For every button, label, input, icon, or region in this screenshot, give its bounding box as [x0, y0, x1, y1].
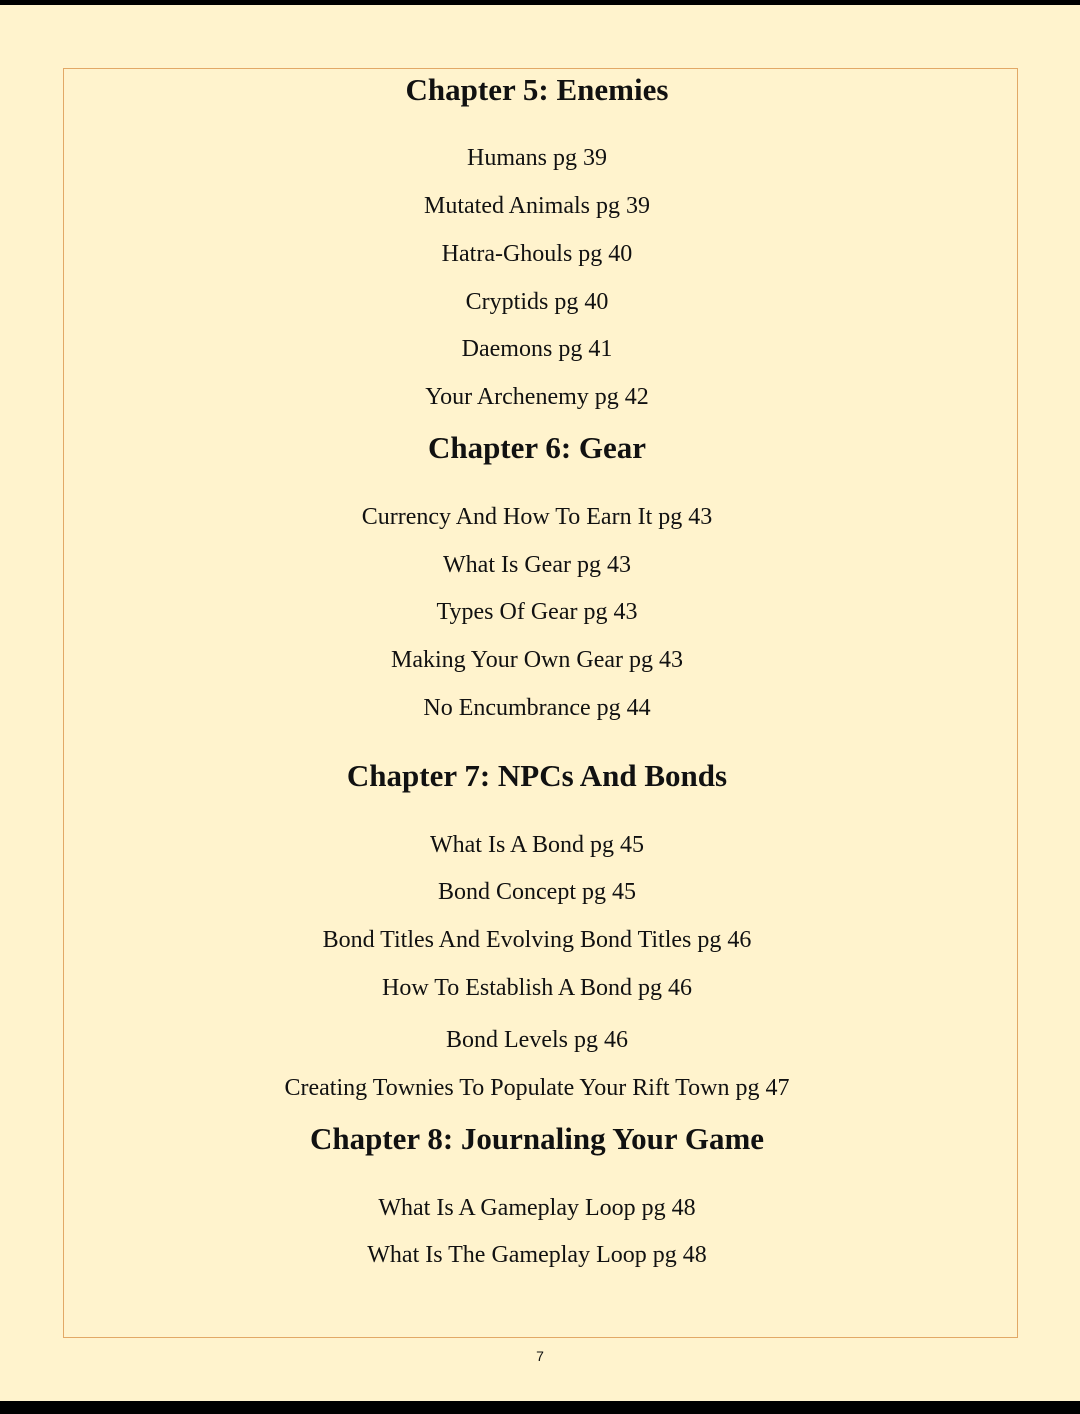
- toc-entry: Bond Levels pg 46: [446, 1027, 628, 1053]
- toc-entry: What Is Gear pg 43: [443, 552, 631, 578]
- toc-entry: Cryptids pg 40: [465, 289, 609, 315]
- toc-entry: Bond Concept pg 45: [438, 879, 636, 905]
- toc-entry: Hatra-Ghouls pg 40: [441, 241, 633, 267]
- toc-entry: Mutated Animals pg 39: [424, 193, 650, 219]
- toc-entry: Types Of Gear pg 43: [436, 599, 638, 625]
- top-edge: [0, 0, 1080, 5]
- toc-entry: Making Your Own Gear pg 43: [391, 647, 683, 673]
- toc-entry: Humans pg 39: [467, 145, 607, 171]
- toc-entry: How To Establish A Bond pg 46: [382, 975, 692, 1001]
- chapter-heading: Chapter 8: Journaling Your Game: [309, 1121, 765, 1156]
- page-number: 7: [536, 1348, 544, 1364]
- toc-entry: Daemons pg 41: [461, 336, 613, 362]
- toc-entry: Bond Titles And Evolving Bond Titles pg 46: [322, 927, 752, 953]
- toc-entry: Your Archenemy pg 42: [425, 384, 649, 410]
- bottom-edge: [0, 1401, 1080, 1414]
- chapter-heading: Chapter 7: NPCs And Bonds: [346, 758, 728, 793]
- toc-entry: Currency And How To Earn It pg 43: [361, 504, 713, 530]
- toc-entry: No Encumbrance pg 44: [423, 695, 651, 721]
- toc-entry: Creating Townies To Populate Your Rift Town pg 47: [284, 1075, 790, 1101]
- toc-entry: What Is The Gameplay Loop pg 48: [367, 1242, 707, 1268]
- toc-entry: What Is A Bond pg 45: [430, 832, 644, 858]
- chapter-heading: Chapter 6: Gear: [427, 430, 647, 465]
- chapter-heading: Chapter 5: Enemies: [405, 72, 669, 107]
- toc-entry: What Is A Gameplay Loop pg 48: [378, 1195, 696, 1221]
